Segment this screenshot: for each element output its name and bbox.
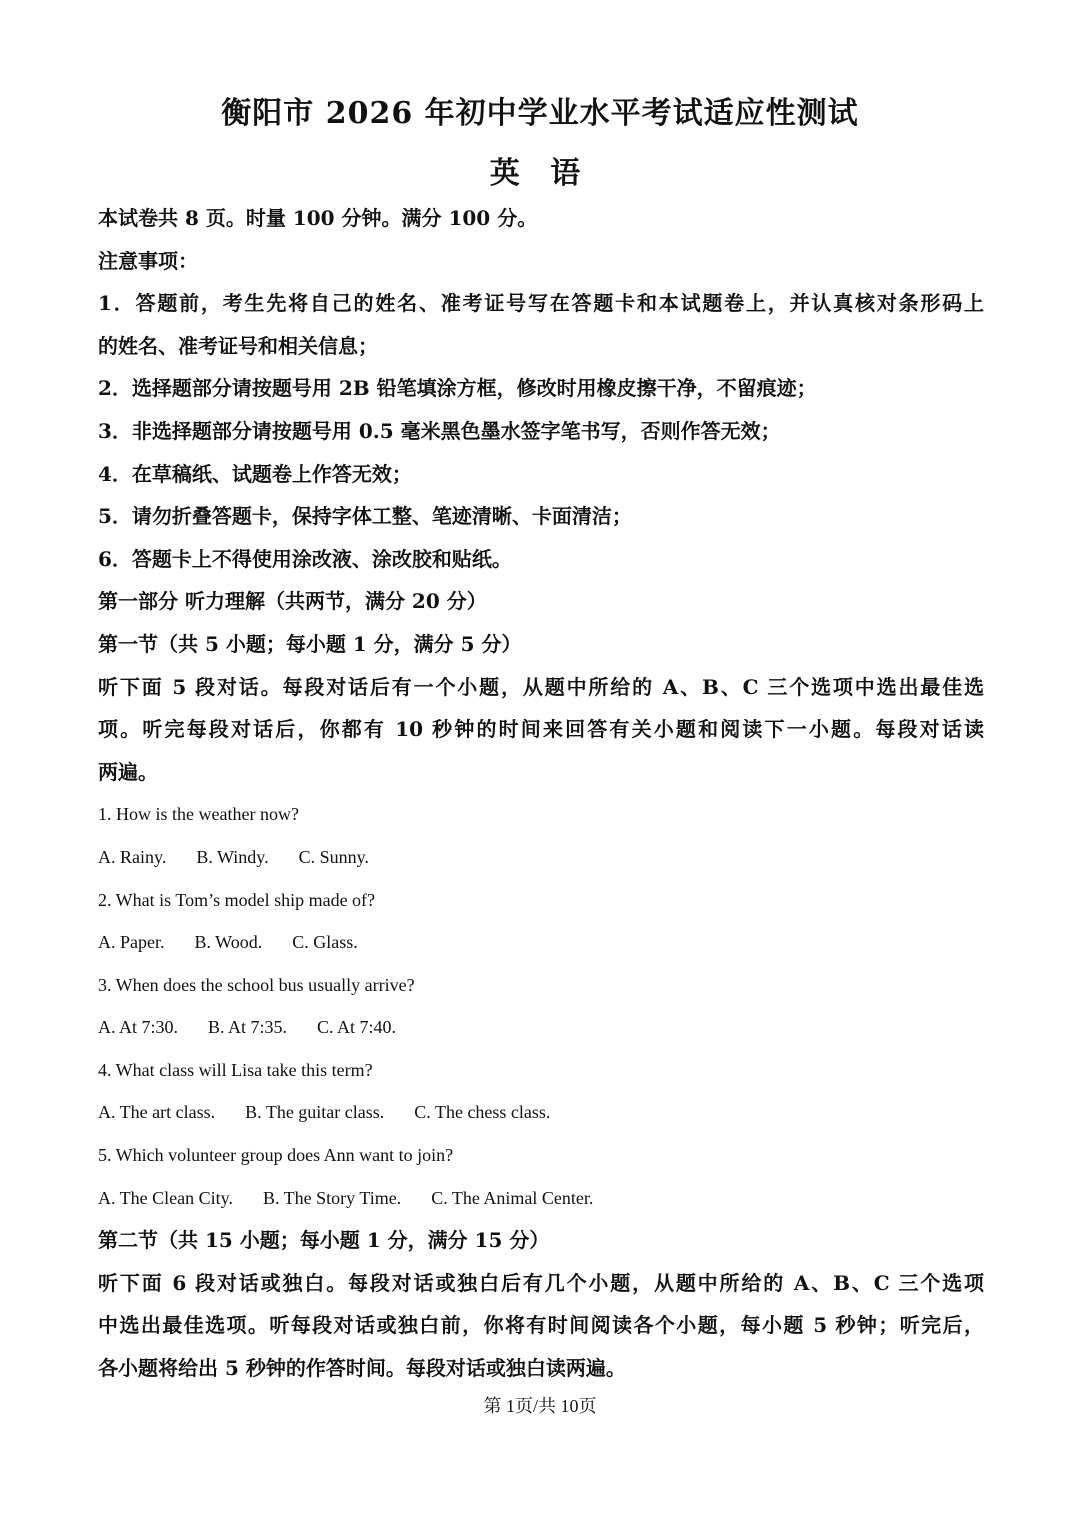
- option-b: B. The guitar class.: [245, 1102, 385, 1123]
- page-number: 第 1页/共 10页: [483, 1396, 597, 1416]
- question-stem: 5. Which volunteer group does Ann want to join?: [98, 1145, 454, 1166]
- option-c: C. The Animal Center.: [431, 1187, 594, 1208]
- option-c: C. The chess class.: [414, 1102, 551, 1123]
- exam-title: 衡阳市 2026 年初中学业水平考试适应性测试: [221, 96, 859, 131]
- part-heading: 第一部分 听力理解（共两节，满分 20 分）: [98, 589, 487, 614]
- option-b: B. The Story Time.: [262, 1187, 402, 1208]
- notice-heading: 注意事项：: [98, 248, 198, 273]
- section-instructions-line: 各小题将给出 5 秒钟的作答时间。每段对话或独白读两遍。: [98, 1356, 626, 1381]
- question-options: [98, 921, 984, 964]
- option-b: B. At 7:35.: [208, 1017, 288, 1038]
- option-a: A. Paper.: [98, 932, 165, 953]
- section-instructions-line: 听下面 6 段对话或独白。每段对话或独白后有几个小题，从题中所给的 A、B、C 三个选项: [98, 1270, 984, 1295]
- option-a: A. The Clean City.: [98, 1187, 233, 1208]
- question-stem: 4. What class will Lisa take this term?: [98, 1059, 373, 1080]
- question-options: [98, 836, 984, 879]
- question-options: [98, 1006, 984, 1049]
- question-options: [98, 1177, 984, 1220]
- question-stem: 2. What is Tom’s model ship made of?: [98, 889, 376, 910]
- option-b: B. Windy.: [196, 846, 269, 867]
- section-instructions-line: 中选出最佳选项。听每段对话或独白前，你将有时间阅读各个小题，每小题 5 秒钟；听完后，: [98, 1313, 984, 1338]
- option-c: C. Glass.: [292, 932, 358, 953]
- exam-subject: 英 语: [489, 156, 591, 191]
- question-stem: 3. When does the school bus usually arrive?: [98, 974, 415, 995]
- page-content: [98, 197, 984, 1390]
- notice-item-3: 3．非选择题部分请按题号用 0.5 毫米黑色墨水签字笔书写，否则作答无效；: [98, 418, 781, 443]
- notice-item-5: 5．请勿折叠答题卡，保持字体工整、笔迹清晰、卡面清洁；: [98, 504, 632, 529]
- option-b: B. Wood.: [194, 932, 263, 953]
- section-instructions-line: 两遍。: [98, 759, 158, 784]
- exam-info: 本试卷共 8 页。时量 100 分钟。满分 100 分。: [98, 206, 538, 230]
- question-options: [98, 1091, 984, 1134]
- option-a: A. Rainy.: [98, 846, 167, 867]
- section-instructions-line: 听下面 5 段对话。每段对话后有一个小题，从题中所给的 A、B、C 三个选项中选出最佳选: [98, 674, 984, 699]
- option-a: A. The art class.: [98, 1102, 216, 1123]
- notice-item-4: 4．在草稿纸、试题卷上作答无效；: [98, 461, 412, 486]
- option-c: C. Sunny.: [298, 846, 369, 867]
- section-instructions-line: 项。听完每段对话后，你都有 10 秒钟的时间来回答有关小题和阅读下一小题。每段对话读: [98, 717, 984, 742]
- section-heading: 第一节（共 5 小题；每小题 1 分，满分 5 分）: [98, 631, 522, 656]
- notice-item-1: 1．答题前，考生先将自己的姓名、准考证号写在答题卡和本试题卷上，并认真核对条形码上: [98, 291, 984, 316]
- section-heading: 第二节（共 15 小题；每小题 1 分，满分 15 分）: [98, 1228, 550, 1253]
- notice-item-2: 2．选择题部分请按题号用 2B 铅笔填涂方框，修改时用橡皮擦干净，不留痕迹；: [98, 376, 817, 401]
- option-c: C. At 7:40.: [317, 1017, 397, 1038]
- notice-item-6: 6．答题卡上不得使用涂改液、涂改胶和贴纸。: [98, 546, 512, 571]
- option-a: A. At 7:30.: [98, 1017, 179, 1038]
- notice-item-1-continued: 的姓名、准考证号和相关信息；: [98, 333, 378, 358]
- question-stem: 1. How is the weather now?: [98, 804, 299, 825]
